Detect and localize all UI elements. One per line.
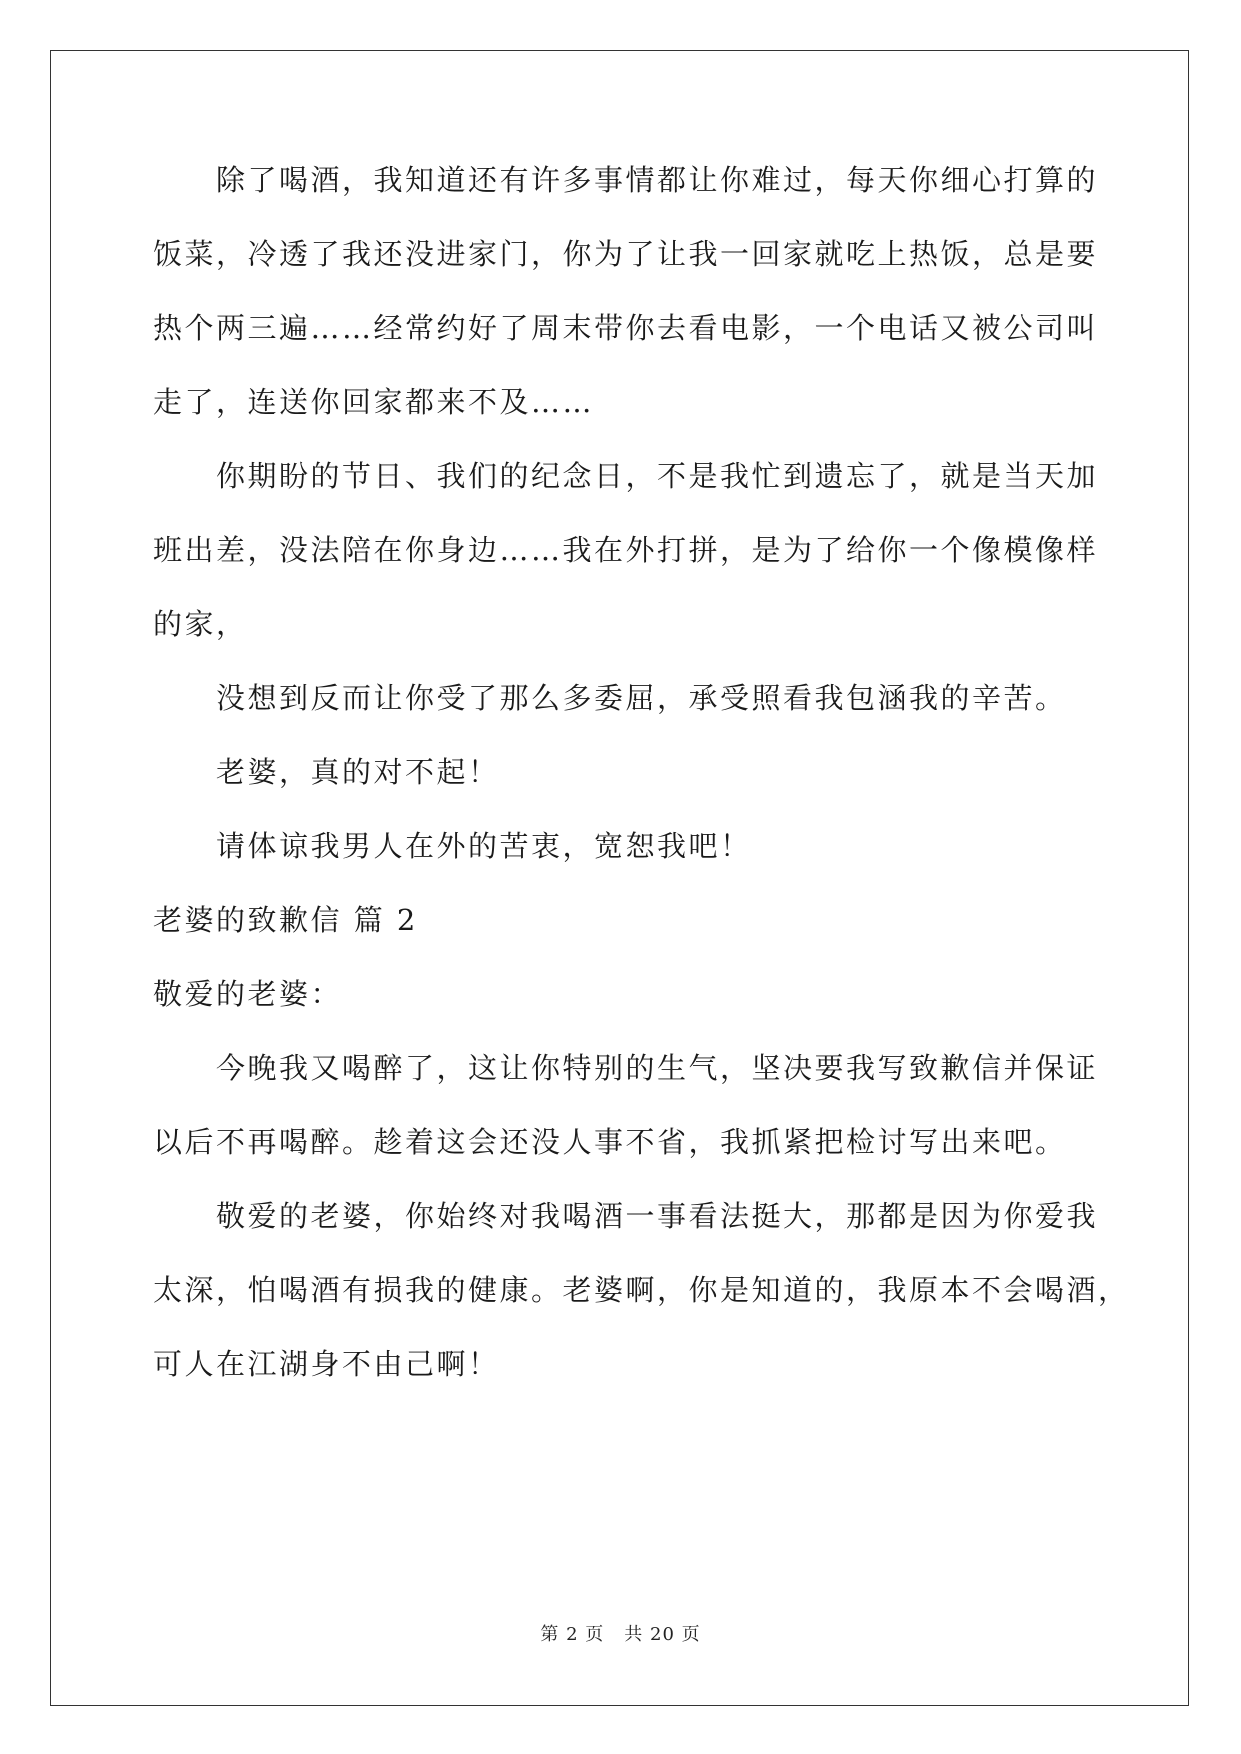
section-heading: 老婆的致歉信 篇 2 <box>153 903 418 937</box>
paragraph-line: 你期盼的节日、我们的纪念日，不是我忙到遗忘了，就是当天加 <box>216 459 1099 493</box>
paragraph-line: 班出差，没法陪在你身边……我在外打拼，是为了给你一个像模像样 <box>153 533 1099 567</box>
page-footer <box>0 1620 1241 1646</box>
page-border <box>50 50 1189 1706</box>
page-total: 共 20 页 <box>624 1624 701 1645</box>
paragraph-line: 走了，连送你回家都来不及…… <box>153 385 595 419</box>
paragraph-line: 以后不再喝醉。趁着这会还没人事不省，我抓紧把检讨写出来吧。 <box>153 1125 1067 1159</box>
paragraph-line: 热个两三遍……经常约好了周末带你去看电影，一个电话又被公司叫 <box>153 311 1099 345</box>
paragraph-line: 可人在江湖身不由己啊！ <box>153 1347 500 1381</box>
paragraph-line: 敬爱的老婆，你始终对我喝酒一事看法挺大，那都是因为你爱我 <box>216 1199 1099 1233</box>
paragraph-line: 的家， <box>153 607 248 641</box>
paragraph-line: 除了喝酒，我知道还有许多事情都让你难过，每天你细心打算的 <box>216 163 1099 197</box>
paragraph-line: 没想到反而让你受了那么多委屈，承受照看我包涵我的辛苦。 <box>216 681 1067 715</box>
paragraph-line: 请体谅我男人在外的苦衷，宽恕我吧！ <box>216 829 752 863</box>
paragraph-line: 今晚我又喝醉了，这让你特别的生气，坚决要我写致歉信并保证 <box>216 1051 1099 1085</box>
paragraph-line: 饭菜，冷透了我还没进家门，你为了让我一回家就吃上热饭，总是要 <box>153 237 1099 271</box>
paragraph-line: 老婆，真的对不起！ <box>216 755 500 789</box>
page-number: 第 2 页 <box>540 1624 605 1645</box>
salutation: 敬爱的老婆： <box>153 977 343 1011</box>
paragraph-line: 太深，怕喝酒有损我的健康。老婆啊，你是知道的，我原本不会喝酒， <box>153 1273 1130 1307</box>
